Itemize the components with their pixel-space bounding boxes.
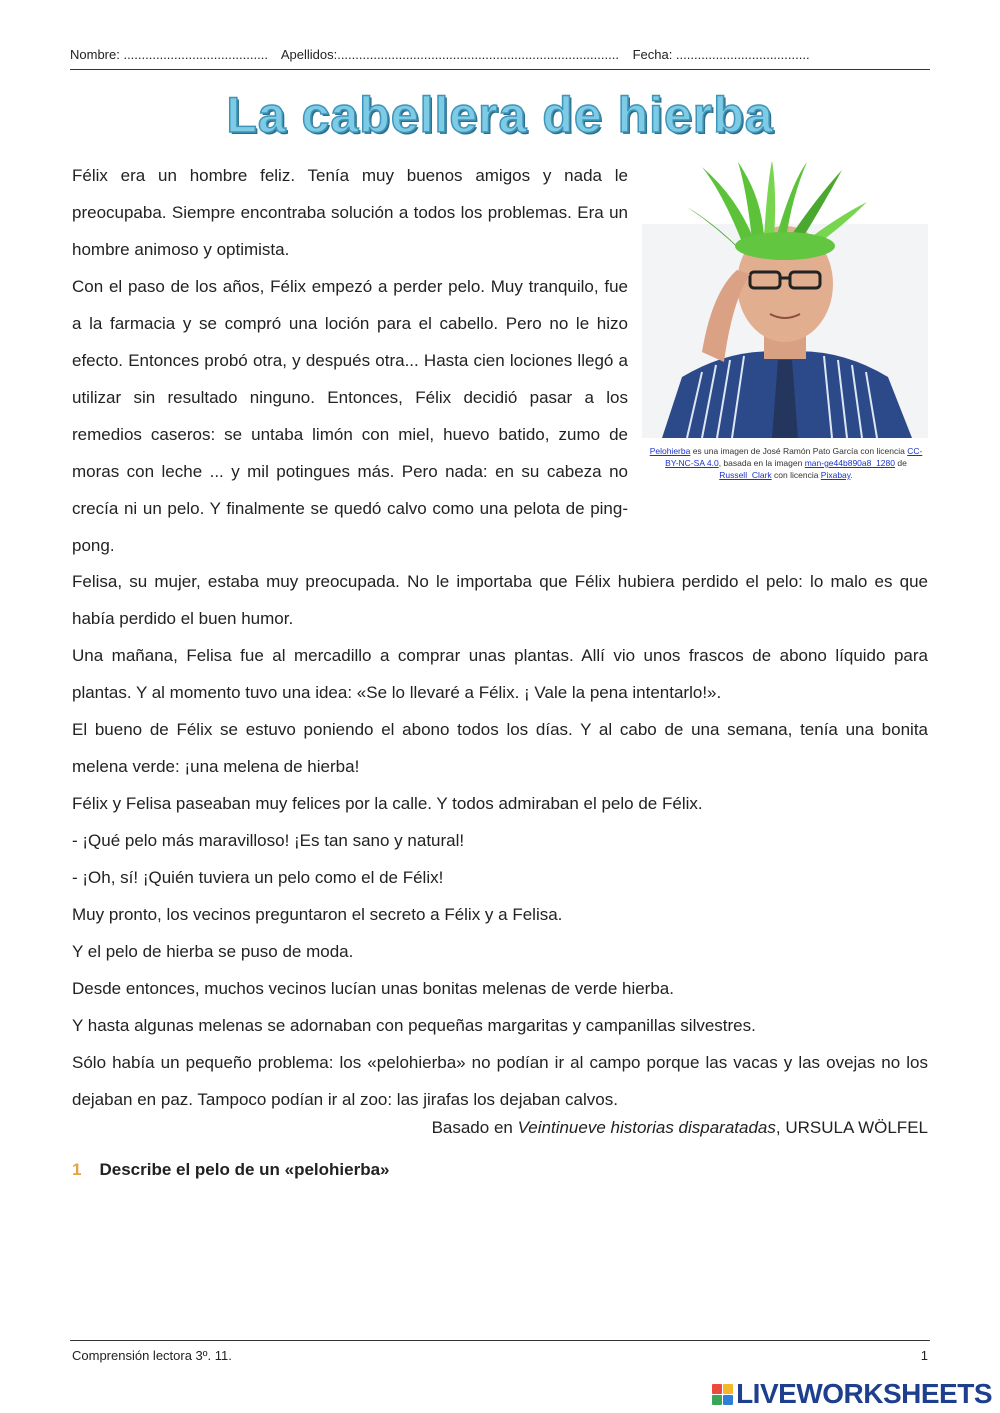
liveworksheets-logo: [712, 1378, 992, 1410]
fecha-field[interactable]: Fecha: .....................................: [632, 47, 810, 62]
question-1: [72, 1160, 390, 1180]
caption-link-pelohierba[interactable]: Pelohierba: [649, 446, 691, 456]
caption-link-pixabay[interactable]: Pixabay: [820, 470, 851, 480]
caption-text: .: [850, 470, 853, 480]
grass-hair-man-photo: [642, 162, 928, 438]
story-body: [72, 563, 928, 1118]
page-number: 1: [920, 1348, 928, 1363]
attribution-prefix: Basado en: [431, 1118, 518, 1137]
caption-link-author[interactable]: Russell_Clark: [719, 470, 772, 480]
paragraph: Y hasta algunas melenas se adornaban con pequeñas margaritas y campanillas silvestres.: [72, 1016, 756, 1035]
paragraph: Félix y Felisa paseaban muy felices por la calle. Y todos admiraban el pelo de Félix.: [72, 794, 703, 813]
footer-label: Comprensión lectora 3º. 11.: [72, 1348, 232, 1363]
source-attribution: [432, 1118, 928, 1138]
paragraph: Desde entonces, muchos vecinos lucían unas bonitas melenas de verde hierba.: [72, 979, 674, 998]
caption-text: de: [895, 458, 907, 468]
caption-text: es una imagen de José Ramón Pato García con licencia: [690, 446, 908, 456]
student-info-line: [70, 47, 930, 62]
photo-illustration: [642, 162, 928, 438]
paragraph: Una mañana, Felisa fue al mercadillo a comprar unas plantas. Allí vio unos frascos de abono líquido para plantas. Y al momento tuvo una idea: «Se lo llevaré a Félix. ¡ Vale la pena intentarlo!».: [72, 646, 928, 702]
paragraph: Con el paso de los años, Félix empezó a perder pelo. Muy tranquilo, fue a la farmacia y se compró una loción para el cabello. Pero no le hizo efecto. Entonces probó otra, y después otra... Hasta cien lociones llegó a utilizar sin resultado ninguno. Entonces, Félix decidió pasar a los remedios caseros: se untaba limón con miel, huevo batido, zumo de moras con leche ... y mil potingues más. Pero nada: en su cabeza no crecía ni un pelo. Y finalmente se quedó calvo como una pelota de ping-pong.: [72, 277, 628, 555]
book-title: Veintinueve historias disparatadas: [517, 1118, 776, 1137]
paragraph: Muy pronto, los vecinos preguntaron el secreto a Félix y a Felisa.: [72, 905, 563, 924]
paragraph: Felisa, su mujer, estaba muy preocupada. No le importaba que Félix hubiera perdido el pelo: lo malo es que había perdido el buen humor.: [72, 572, 928, 628]
caption-text: , basada en la imagen: [718, 458, 805, 468]
question-text: Describe el pelo de un «pelohierba»: [99, 1160, 390, 1179]
question-number: 1: [72, 1160, 82, 1179]
brand-name: LIVEWORKSHEETS: [736, 1378, 992, 1409]
nombre-field[interactable]: Nombre: ........................................: [70, 47, 268, 62]
attribution-author: , URSULA WÖLFEL: [775, 1118, 928, 1137]
page-title: La cabellera de hierba: [226, 87, 774, 143]
apellidos-field[interactable]: Apellidos:..............................................................................: [280, 47, 619, 62]
dialogue-line: - ¡Qué pelo más maravilloso! ¡Es tan sano y natural!: [72, 831, 465, 850]
paragraph: Y el pelo de hierba se puso de moda.: [72, 942, 354, 961]
paragraph: El bueno de Félix se estuvo poniendo el abono todos los días. Y al cabo de una semana, tenía una bonita melena verde: ¡una melena de hierba!: [72, 720, 928, 776]
header-rule: [70, 69, 930, 70]
paragraph: Félix era un hombre feliz. Tenía muy buenos amigos y nada le preocupaba. Siempre encontraba solución a todos los problemas. Era un hombre animoso y optimista.: [72, 166, 628, 259]
paragraph: Sólo había un pequeño problema: los «pelohierba» no podían ir al campo porque las vacas y las ovejas no los dejaban en paz. Tampoco podían ir al zoo: las jirafas los dejaban calvos.: [72, 1053, 928, 1109]
liveworksheets-logo-icon: [712, 1384, 733, 1405]
dialogue-line: - ¡Oh, sí! ¡Quién tuviera un pelo como el de Félix!: [72, 868, 444, 887]
caption-link-license[interactable]: CC-BY-NC-SA 4.0: [665, 446, 923, 468]
caption-text: con licencia: [771, 470, 821, 480]
caption-link-image[interactable]: man-ge44b890a8_1280: [804, 458, 895, 468]
story-intro: [72, 157, 628, 564]
footer-rule: [70, 1340, 930, 1341]
photo-caption: [648, 445, 924, 481]
